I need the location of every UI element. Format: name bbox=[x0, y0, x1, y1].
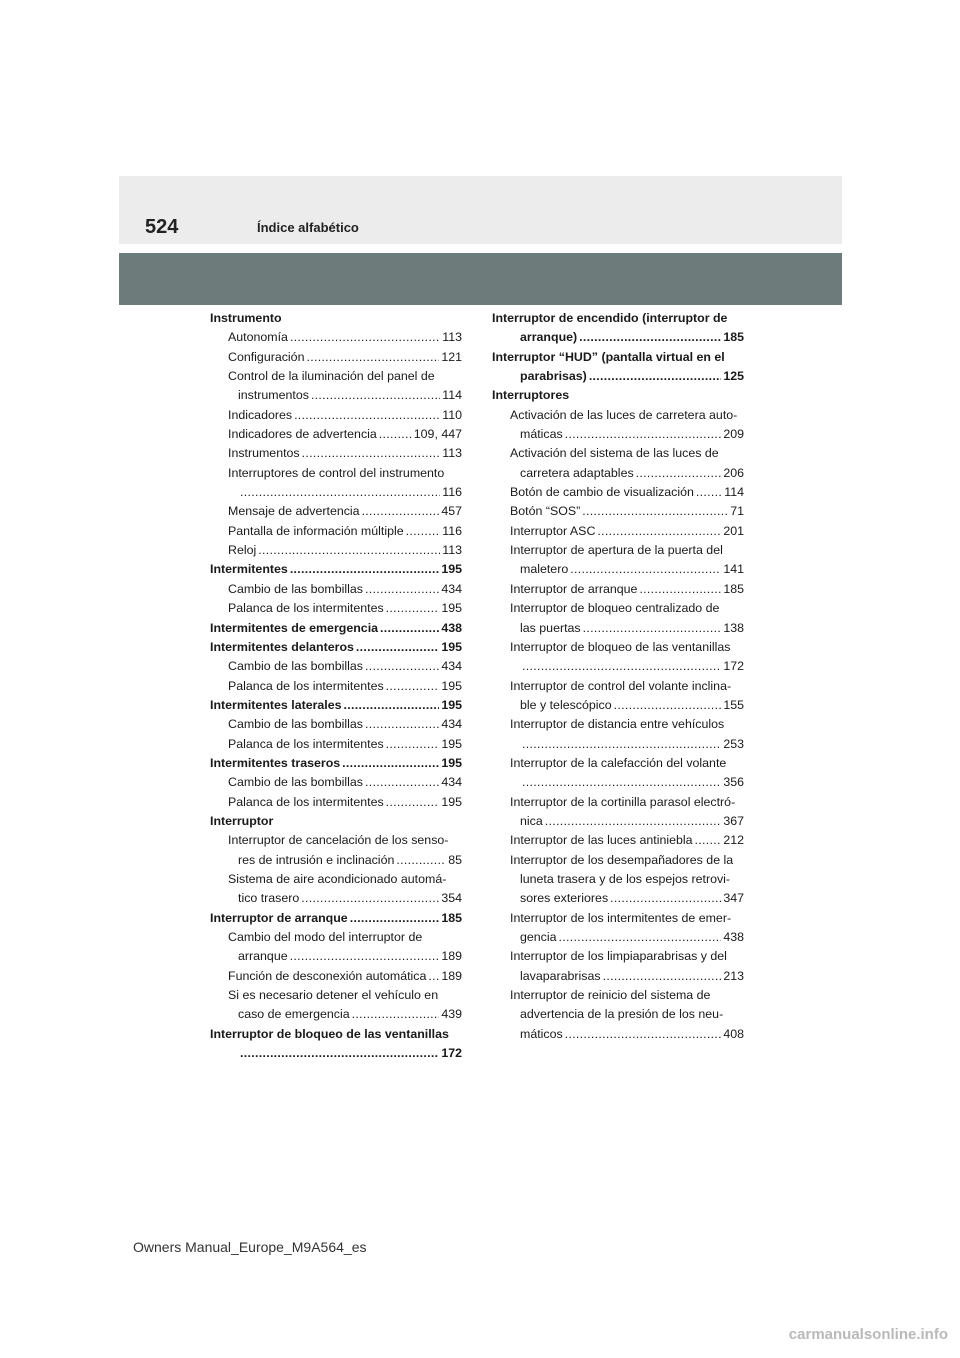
index-entry-page: 189 bbox=[441, 968, 462, 983]
index-entry-text: Interruptor de arranque bbox=[210, 910, 348, 925]
index-entry bbox=[492, 464, 744, 483]
index-entry bbox=[210, 560, 462, 579]
index-entry bbox=[210, 947, 462, 966]
index-entry-page: 114 bbox=[724, 485, 744, 500]
index-entry-page: 125 bbox=[723, 369, 744, 384]
index-entry bbox=[492, 328, 744, 347]
dot-leader bbox=[386, 677, 440, 696]
dot-leader bbox=[342, 754, 439, 773]
index-entry-text: Palanca de los intermitentes bbox=[228, 794, 384, 809]
index-entry-text: maletero bbox=[520, 562, 569, 577]
dot-leader bbox=[428, 967, 439, 986]
index-entry-text: carretera adaptables bbox=[520, 465, 634, 480]
index-column-right bbox=[492, 309, 744, 1044]
index-entry-text: Pantalla de información múltiple bbox=[228, 523, 404, 538]
index-entry bbox=[492, 793, 744, 812]
index-entry bbox=[210, 793, 462, 812]
index-entry-text: Indicadores de advertencia bbox=[228, 427, 377, 442]
index-entry-text: Interruptor de arranque bbox=[510, 581, 638, 596]
index-entry-page: 356 bbox=[723, 775, 744, 790]
index-entry bbox=[492, 735, 744, 754]
index-entry-text: Interruptor de distancia entre vehículos bbox=[510, 717, 725, 732]
index-entry bbox=[210, 386, 462, 405]
index-entry bbox=[492, 502, 744, 521]
index-entry bbox=[210, 425, 462, 444]
index-entry-page: 209 bbox=[723, 427, 744, 442]
index-entry-text: res de intrusión e inclinación bbox=[238, 852, 395, 867]
index-entry-text: Función de desconexión automática bbox=[228, 968, 427, 983]
index-entry bbox=[210, 677, 462, 696]
index-entry-text: Interruptor de los desempañadores de la bbox=[510, 852, 734, 867]
dot-leader bbox=[386, 735, 440, 754]
index-entry-text: Intermitentes delanteros bbox=[210, 639, 354, 654]
index-entry-text: Interruptores de control del instrumento bbox=[228, 465, 445, 480]
index-entry-text: Mensaje de advertencia bbox=[228, 504, 360, 519]
index-entry bbox=[210, 715, 462, 734]
index-entry bbox=[210, 889, 462, 908]
index-entry-text: Intermitentes traseros bbox=[210, 755, 341, 770]
dot-leader bbox=[406, 522, 441, 541]
dot-leader bbox=[386, 599, 440, 618]
index-entry-page: 206 bbox=[723, 465, 744, 480]
dot-leader bbox=[258, 541, 440, 560]
index-entry-page: 185 bbox=[441, 910, 462, 925]
index-entry bbox=[210, 1025, 462, 1044]
index-entry-text: instrumentos bbox=[238, 388, 309, 403]
index-entry-text: máticas bbox=[520, 427, 563, 442]
index-entry-page: 113 bbox=[442, 543, 462, 558]
index-entry bbox=[492, 541, 744, 560]
index-entry-page: 195 bbox=[441, 794, 462, 809]
index-entry-text: nica bbox=[520, 813, 543, 828]
index-entry-text: Autonomía bbox=[228, 330, 288, 345]
index-entry-page: 367 bbox=[723, 813, 744, 828]
index-entry-page: 457 bbox=[441, 504, 462, 519]
index-entry-page: 141 bbox=[723, 562, 744, 577]
dot-leader bbox=[614, 696, 722, 715]
index-entry-text: Intermitentes bbox=[210, 562, 288, 577]
index-entry bbox=[492, 889, 744, 908]
dot-leader bbox=[379, 425, 412, 444]
index-entry bbox=[492, 715, 744, 734]
index-entry bbox=[210, 619, 462, 638]
index-entry bbox=[492, 677, 744, 696]
index-entry bbox=[492, 947, 744, 966]
dot-leader bbox=[522, 657, 721, 676]
index-entry-text: Cambio de las bombillas bbox=[228, 775, 363, 790]
index-entry-page: 195 bbox=[441, 736, 462, 751]
index-entry-page: 434 bbox=[441, 717, 462, 732]
dot-leader bbox=[545, 812, 722, 831]
dot-leader bbox=[386, 793, 440, 812]
index-entry-text: máticos bbox=[520, 1026, 563, 1041]
index-entry-text: Palanca de los intermitentes bbox=[228, 736, 384, 751]
index-entry bbox=[492, 657, 744, 676]
dot-leader bbox=[565, 425, 722, 444]
dot-leader bbox=[636, 464, 722, 483]
dot-leader bbox=[240, 483, 440, 502]
index-entry-page: 438 bbox=[723, 930, 744, 944]
index-entry-page: 172 bbox=[723, 659, 744, 674]
index-entry-text: Interruptores bbox=[492, 388, 570, 403]
dot-leader bbox=[240, 1044, 439, 1063]
index-entry-page: 155 bbox=[723, 697, 744, 712]
index-entry bbox=[210, 812, 462, 831]
dot-leader bbox=[362, 502, 440, 521]
index-entry-text: Cambio de las bombillas bbox=[228, 659, 363, 674]
index-entry-text: tico trasero bbox=[238, 891, 300, 906]
index-entry-page: 116 bbox=[442, 485, 462, 500]
index-entry-text: ble y telescópico bbox=[520, 697, 612, 712]
index-entry-text: Sistema de aire acondicionado automá- bbox=[228, 871, 447, 886]
index-entry-text: Indicadores bbox=[228, 407, 293, 422]
index-entry-text: las puertas bbox=[520, 620, 581, 635]
dot-leader bbox=[350, 909, 440, 928]
dot-leader bbox=[696, 483, 722, 502]
index-entry-page: 189 bbox=[441, 949, 462, 964]
index-entry-page: 185 bbox=[723, 581, 744, 596]
index-entry-page: 253 bbox=[723, 736, 744, 751]
index-entry-page: 439 bbox=[441, 1007, 462, 1022]
dot-leader bbox=[582, 502, 728, 521]
index-entry bbox=[210, 348, 462, 367]
index-entry bbox=[492, 619, 744, 638]
dot-leader bbox=[639, 580, 721, 599]
index-entry bbox=[492, 870, 744, 889]
index-entry-text: Instrumentos bbox=[228, 446, 300, 461]
index-entry-page: 185 bbox=[723, 330, 744, 345]
index-entry-page: 195 bbox=[441, 601, 462, 616]
dot-leader bbox=[579, 328, 721, 347]
index-entry-text: Interruptor de apertura de la puerta del bbox=[510, 543, 723, 558]
index-entry bbox=[492, 444, 744, 463]
dot-leader bbox=[522, 735, 721, 754]
index-entry-page: 212 bbox=[723, 833, 744, 848]
index-entry-text: Botón “SOS” bbox=[510, 504, 581, 519]
index-entry-page: 434 bbox=[441, 659, 462, 674]
index-entry-text: Interruptor de bloqueo de las ventanillas bbox=[510, 639, 731, 654]
index-entry-text: Interruptor ASC bbox=[510, 523, 596, 538]
index-entry bbox=[210, 909, 462, 928]
index-entry-text: Interruptor de las luces antiniebla bbox=[510, 833, 693, 848]
index-entry bbox=[210, 599, 462, 618]
index-entry-text: lavaparabrisas bbox=[520, 968, 601, 983]
dot-leader bbox=[290, 947, 440, 966]
index-entry bbox=[492, 909, 744, 928]
index-entry-text: advertencia de la presión de los neu- bbox=[520, 1007, 724, 1022]
index-entry-text: Interruptor de control del volante inclina- bbox=[510, 678, 732, 693]
index-entry-text: Interruptor “HUD” (pantalla virtual en el bbox=[492, 349, 725, 364]
index-entry bbox=[210, 1005, 462, 1024]
dot-leader bbox=[603, 967, 722, 986]
index-entry-text: Palanca de los intermitentes bbox=[228, 601, 384, 616]
index-entry bbox=[210, 851, 462, 870]
dot-leader bbox=[380, 619, 439, 638]
index-entry-text: Interruptor de la cortinilla parasol electró- bbox=[510, 794, 736, 809]
index-entry-page: 354 bbox=[441, 891, 462, 906]
dot-leader bbox=[589, 367, 722, 386]
index-entry bbox=[210, 754, 462, 773]
index-entry-page: 109, 447 bbox=[413, 427, 462, 442]
index-entry-text: gencia bbox=[520, 930, 557, 944]
index-entry bbox=[492, 812, 744, 831]
dot-leader bbox=[294, 406, 440, 425]
dot-leader bbox=[365, 657, 439, 676]
index-entry-page: 347 bbox=[723, 891, 744, 906]
index-entry-text: Cambio del modo del interruptor de bbox=[228, 930, 423, 944]
index-entry bbox=[210, 522, 462, 541]
index-entry bbox=[210, 638, 462, 657]
index-entry bbox=[492, 986, 744, 1005]
index-entry-text: Cambio de las bombillas bbox=[228, 717, 363, 732]
section-title: Índice alfabético bbox=[257, 220, 359, 235]
index-entry-page: 201 bbox=[723, 523, 744, 538]
index-entry bbox=[210, 502, 462, 521]
index-entry bbox=[210, 657, 462, 676]
index-entry bbox=[210, 541, 462, 560]
index-entry bbox=[210, 986, 462, 1005]
index-entry-text: Intermitentes de emergencia bbox=[210, 620, 379, 635]
index-entry bbox=[492, 638, 744, 657]
index-entry-text: Activación de las luces de carretera auto- bbox=[510, 407, 738, 422]
header-band bbox=[119, 253, 842, 305]
index-entry-text: Cambio de las bombillas bbox=[228, 581, 363, 596]
dot-leader bbox=[302, 444, 441, 463]
dot-leader bbox=[559, 928, 722, 947]
dot-leader bbox=[583, 619, 722, 638]
index-entry-page: 71 bbox=[730, 504, 744, 519]
footer-text: Owners Manual_Europe_M9A564_es bbox=[133, 1239, 367, 1255]
index-entry bbox=[210, 580, 462, 599]
index-entry-text: Reloj bbox=[228, 543, 257, 558]
index-entry bbox=[210, 367, 462, 386]
index-entry bbox=[210, 309, 462, 328]
index-entry bbox=[210, 735, 462, 754]
index-entry-page: 434 bbox=[441, 775, 462, 790]
index-entry bbox=[492, 309, 744, 328]
index-entry-text: Activación del sistema de las luces de bbox=[510, 446, 719, 461]
index-entry-text: Si es necesario detener el vehículo en bbox=[228, 988, 439, 1003]
index-entry-text: sores exteriores bbox=[520, 891, 609, 906]
dot-leader bbox=[344, 696, 440, 715]
index-entry bbox=[492, 599, 744, 618]
index-entry-page: 213 bbox=[723, 968, 744, 983]
index-entry-page: 434 bbox=[441, 581, 462, 596]
index-entry-page: 195 bbox=[441, 755, 462, 770]
index-entry-text: Interruptor de bloqueo de las ventanillas bbox=[210, 1026, 449, 1041]
index-entry bbox=[210, 696, 462, 715]
index-entry-text: Interruptor de los intermitentes de emer- bbox=[510, 910, 732, 925]
index-entry-text: Intermitentes laterales bbox=[210, 697, 342, 712]
index-entry bbox=[492, 696, 744, 715]
dot-leader bbox=[522, 773, 721, 792]
index-entry bbox=[492, 367, 744, 386]
dot-leader bbox=[311, 386, 440, 405]
dot-leader bbox=[570, 560, 721, 579]
index-entry bbox=[492, 967, 744, 986]
dot-leader bbox=[565, 1025, 722, 1044]
index-entry bbox=[210, 406, 462, 425]
watermark: carmanualsonline.info bbox=[788, 1326, 948, 1343]
index-entry bbox=[492, 580, 744, 599]
index-entry-page: 195 bbox=[441, 697, 462, 712]
index-entry bbox=[492, 851, 744, 870]
index-entry-text: Interruptor bbox=[210, 813, 274, 828]
index-entry-text: caso de emergencia bbox=[238, 1007, 350, 1022]
index-entry bbox=[492, 754, 744, 773]
index-entry-page: 195 bbox=[441, 678, 462, 693]
index-entry-page: 110 bbox=[442, 407, 462, 422]
index-entry bbox=[210, 773, 462, 792]
index-entry bbox=[492, 386, 744, 405]
index-entry-text: Interruptor de cancelación de los senso- bbox=[228, 833, 449, 848]
index-entry-text: arranque bbox=[238, 949, 288, 964]
index-entry bbox=[210, 928, 462, 947]
index-entry bbox=[492, 425, 744, 444]
index-entry-text: Instrumento bbox=[210, 311, 282, 325]
index-entry-page: 195 bbox=[441, 562, 462, 577]
index-entry bbox=[210, 444, 462, 463]
dot-leader bbox=[290, 328, 440, 347]
index-entry bbox=[492, 1005, 744, 1024]
dot-leader bbox=[365, 773, 439, 792]
index-entry-page: 195 bbox=[441, 639, 462, 654]
dot-leader bbox=[365, 715, 439, 734]
index-entry bbox=[492, 928, 744, 947]
index-entry-page: 438 bbox=[441, 620, 462, 635]
dot-leader bbox=[695, 831, 722, 850]
index-entry-text: Configuración bbox=[228, 349, 305, 364]
index-entry-text: Botón de cambio de visualización bbox=[510, 485, 694, 500]
index-entry-page: 121 bbox=[441, 349, 462, 364]
index-entry bbox=[492, 483, 744, 502]
index-entry-text: Interruptor de la calefacción del volante bbox=[510, 755, 727, 770]
index-entry bbox=[210, 483, 462, 502]
index-entry bbox=[210, 464, 462, 483]
index-entry bbox=[210, 1044, 462, 1063]
dot-leader bbox=[352, 1005, 440, 1024]
index-column-left bbox=[210, 309, 462, 1063]
index-entry bbox=[492, 1025, 744, 1044]
index-entry bbox=[492, 773, 744, 792]
index-entry bbox=[492, 560, 744, 579]
index-entry-text: Palanca de los intermitentes bbox=[228, 678, 384, 693]
index-entry bbox=[210, 328, 462, 347]
index-entry-page: 138 bbox=[723, 620, 744, 635]
index-entry-page: 113 bbox=[442, 330, 462, 345]
dot-leader bbox=[365, 580, 439, 599]
index-entry-text: parabrisas) bbox=[520, 369, 587, 384]
dot-leader bbox=[356, 638, 439, 657]
index-entry-text: Interruptor de reinicio del sistema de bbox=[510, 988, 711, 1003]
index-entry-page: 172 bbox=[441, 1046, 462, 1061]
index-entry-text: Interruptor de los limpiaparabrisas y del bbox=[510, 949, 727, 964]
dot-leader bbox=[597, 522, 721, 541]
index-entry-text: Control de la iluminación del panel de bbox=[228, 369, 435, 384]
index-entry-page: 85 bbox=[448, 852, 462, 867]
index-entry-page: 116 bbox=[442, 523, 462, 538]
index-entry bbox=[210, 831, 462, 850]
dot-leader bbox=[396, 851, 446, 870]
dot-leader bbox=[306, 348, 439, 367]
index-entry bbox=[492, 348, 744, 367]
index-entry-page: 408 bbox=[723, 1026, 744, 1041]
index-entry bbox=[492, 522, 744, 541]
index-entry-text: Interruptor de bloqueo centralizado de bbox=[510, 601, 720, 616]
index-entry-text: luneta trasera y de los espejos retrovi- bbox=[520, 871, 731, 886]
index-entry bbox=[210, 870, 462, 889]
index-entry-text: Interruptor de encendido (interruptor de bbox=[492, 311, 728, 325]
index-entry bbox=[492, 406, 744, 425]
index-entry-page: 114 bbox=[442, 388, 462, 403]
index-entry-page: 113 bbox=[442, 446, 462, 461]
page-header bbox=[119, 176, 842, 244]
dot-leader bbox=[290, 560, 440, 579]
dot-leader bbox=[610, 889, 721, 908]
index-entry bbox=[210, 967, 462, 986]
index-entry-text: arranque) bbox=[520, 330, 578, 345]
page-number: 524 bbox=[145, 216, 179, 238]
index-entry bbox=[492, 831, 744, 850]
dot-leader bbox=[301, 889, 439, 908]
